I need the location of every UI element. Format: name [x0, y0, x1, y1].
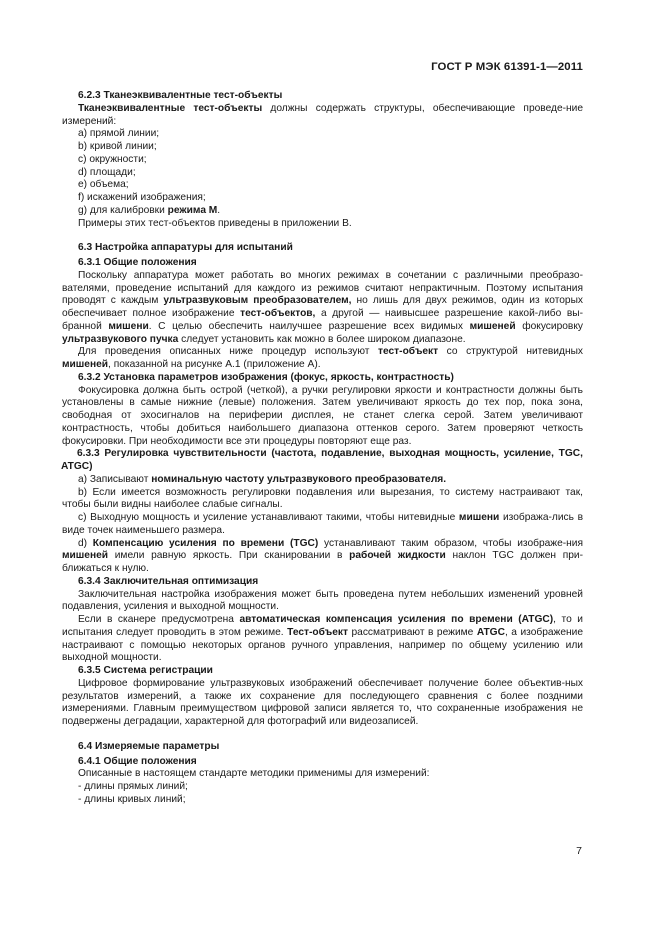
document-body — [62, 90, 583, 807]
subsection-heading: 6.4.1 Общие положения — [78, 755, 197, 767]
paragraph: Фокусировка должна быть острой (четкой), а ручки регулировки яркости и контрастности должны быть установлены в самые нижние (левые) положения. Затем увеличивают яркость до тех пор, пока зона, свободная от эхосигналов на периферии дисплея, не станет слегка серой. Затем увеличивают контрастность, чтобы добиться наибольшего диапазона оттенков серого. Затем проверяют четкость фокусировки. При необходимости все эти процедуры повторяют еще раз. — [62, 384, 583, 447]
subsection-heading: 6.3.1 Общие положения — [78, 257, 197, 268]
paragraph: Если в сканере предусмотрена автоматическая компенсация усиления по времени (ATGC), то и испытания следует проводить в этом режиме. Тест-объект рассматривают в режиме ATGC, а изображение настраивают с помощью некоторых органов ручного управления, например по общему усилению или выходной мощности. — [62, 614, 583, 664]
list-item: g) для калибровки режима М. — [78, 204, 221, 216]
subsection-heading: 6.3.4 Заключительная оптимизация — [78, 575, 259, 587]
paragraph: c) Выходную мощность и усиление устанавливают такими, чтобы нитевидные мишени изобража-лись в виде точек наименьшего размера. — [62, 512, 584, 536]
document-header: ГОСТ Р МЭК 61391-1—2011 — [431, 61, 583, 73]
paragraph: Тканеэквивалентные тест-объекты должны содержать структуры, обеспечивающие проведе-ние измерений: — [62, 102, 583, 127]
subsection-heading: 6.3.5 Система регистрации — [78, 665, 213, 676]
list-item: c) окружности; — [78, 153, 147, 165]
paragraph: b) Если имеется возможность регулировки подавления или вырезания, то систему настраивают так, чтобы были видны наиболее слабые сигналы. — [62, 486, 583, 511]
list-item: f) искажений изображения; — [78, 192, 206, 203]
paragraph: Для проведения описанных ниже процедур используют тест-объект со структурой нитевидных мишеней, показанной на рисунке А.1 (приложение А). — [62, 346, 583, 370]
paragraph: d) Компенсацию усиления по времени (TGC) устанавливают таким образом, чтобы изображе-ния мишеней имели равную яркость. При сканировании в рабочей жидкости наклон TGC должен при-ближаться к нулю. — [62, 537, 584, 574]
paragraph: Заключительная настройка изображения может быть проведена путем небольших изменений уровней подавления, усиления и выходной мощности. — [62, 588, 583, 613]
list-item: - длины прямых линий; — [78, 781, 188, 792]
subsection-heading: 6.3.3 Регулировка чувствительности (частота, подавление, выходная мощность, усиление, TGC, ATGC) — [61, 448, 583, 472]
list-item: e) объема; — [78, 179, 129, 191]
list-item: Примеры этих тест-объектов приведены в приложении В. — [78, 217, 352, 229]
list-item: b) кривой линии; — [78, 141, 157, 152]
subsection-heading: 6.2.3 Тканеэквивалентные тест-объекты — [78, 90, 283, 101]
paragraph: Поскольку аппаратура может работать во многих режимах в сочетании с различными преобразо-вателями, проведение испытаний для каждого из режимов считают непрактичным. Поэтому испытания проводят с каждым ультразвуковым преобразователем, но лишь для двух режимов, один из которых обеспечивает полное изображение тест-объектов, а другой — наивысшее разрешение какой-либо вы-бранной мишени. С целью обеспечить наилучшее разрешение всех видимых мишеней фокусировку ультразвукового пучка следует установить как можно в более широком диапазоне. — [62, 269, 584, 345]
section-heading: 6.4 Измеряемые параметры — [78, 740, 220, 752]
paragraph: Цифровое формирование ультразвуковых изображений обеспечивает получение более объектив-ных результатов измерений, а также их сохранение для последующего сравнения с более поздними измерениями. Главным преимуществом цифровой записи является то, что сохраненные изображения не подвержены деградации, характерной для фотографий или видеозаписей. — [62, 677, 583, 727]
subsection-heading: 6.3.2 Установка параметров изображения (фокус, яркость, контрастность) — [78, 371, 454, 383]
paragraph: a) Записывают номинальную частоту ультразвукового преобразователя. — [78, 473, 447, 485]
page-number: 7 — [576, 845, 582, 857]
list-item: - длины кривых линий; — [78, 793, 186, 805]
list-item: d) площади; — [78, 166, 136, 178]
list-item: a) прямой линии; — [78, 128, 160, 140]
section-heading: 6.3 Настройка аппаратуры для испытаний — [78, 242, 293, 254]
list-item: Описанные в настоящем стандарте методики применимы для измерений: — [78, 768, 430, 780]
